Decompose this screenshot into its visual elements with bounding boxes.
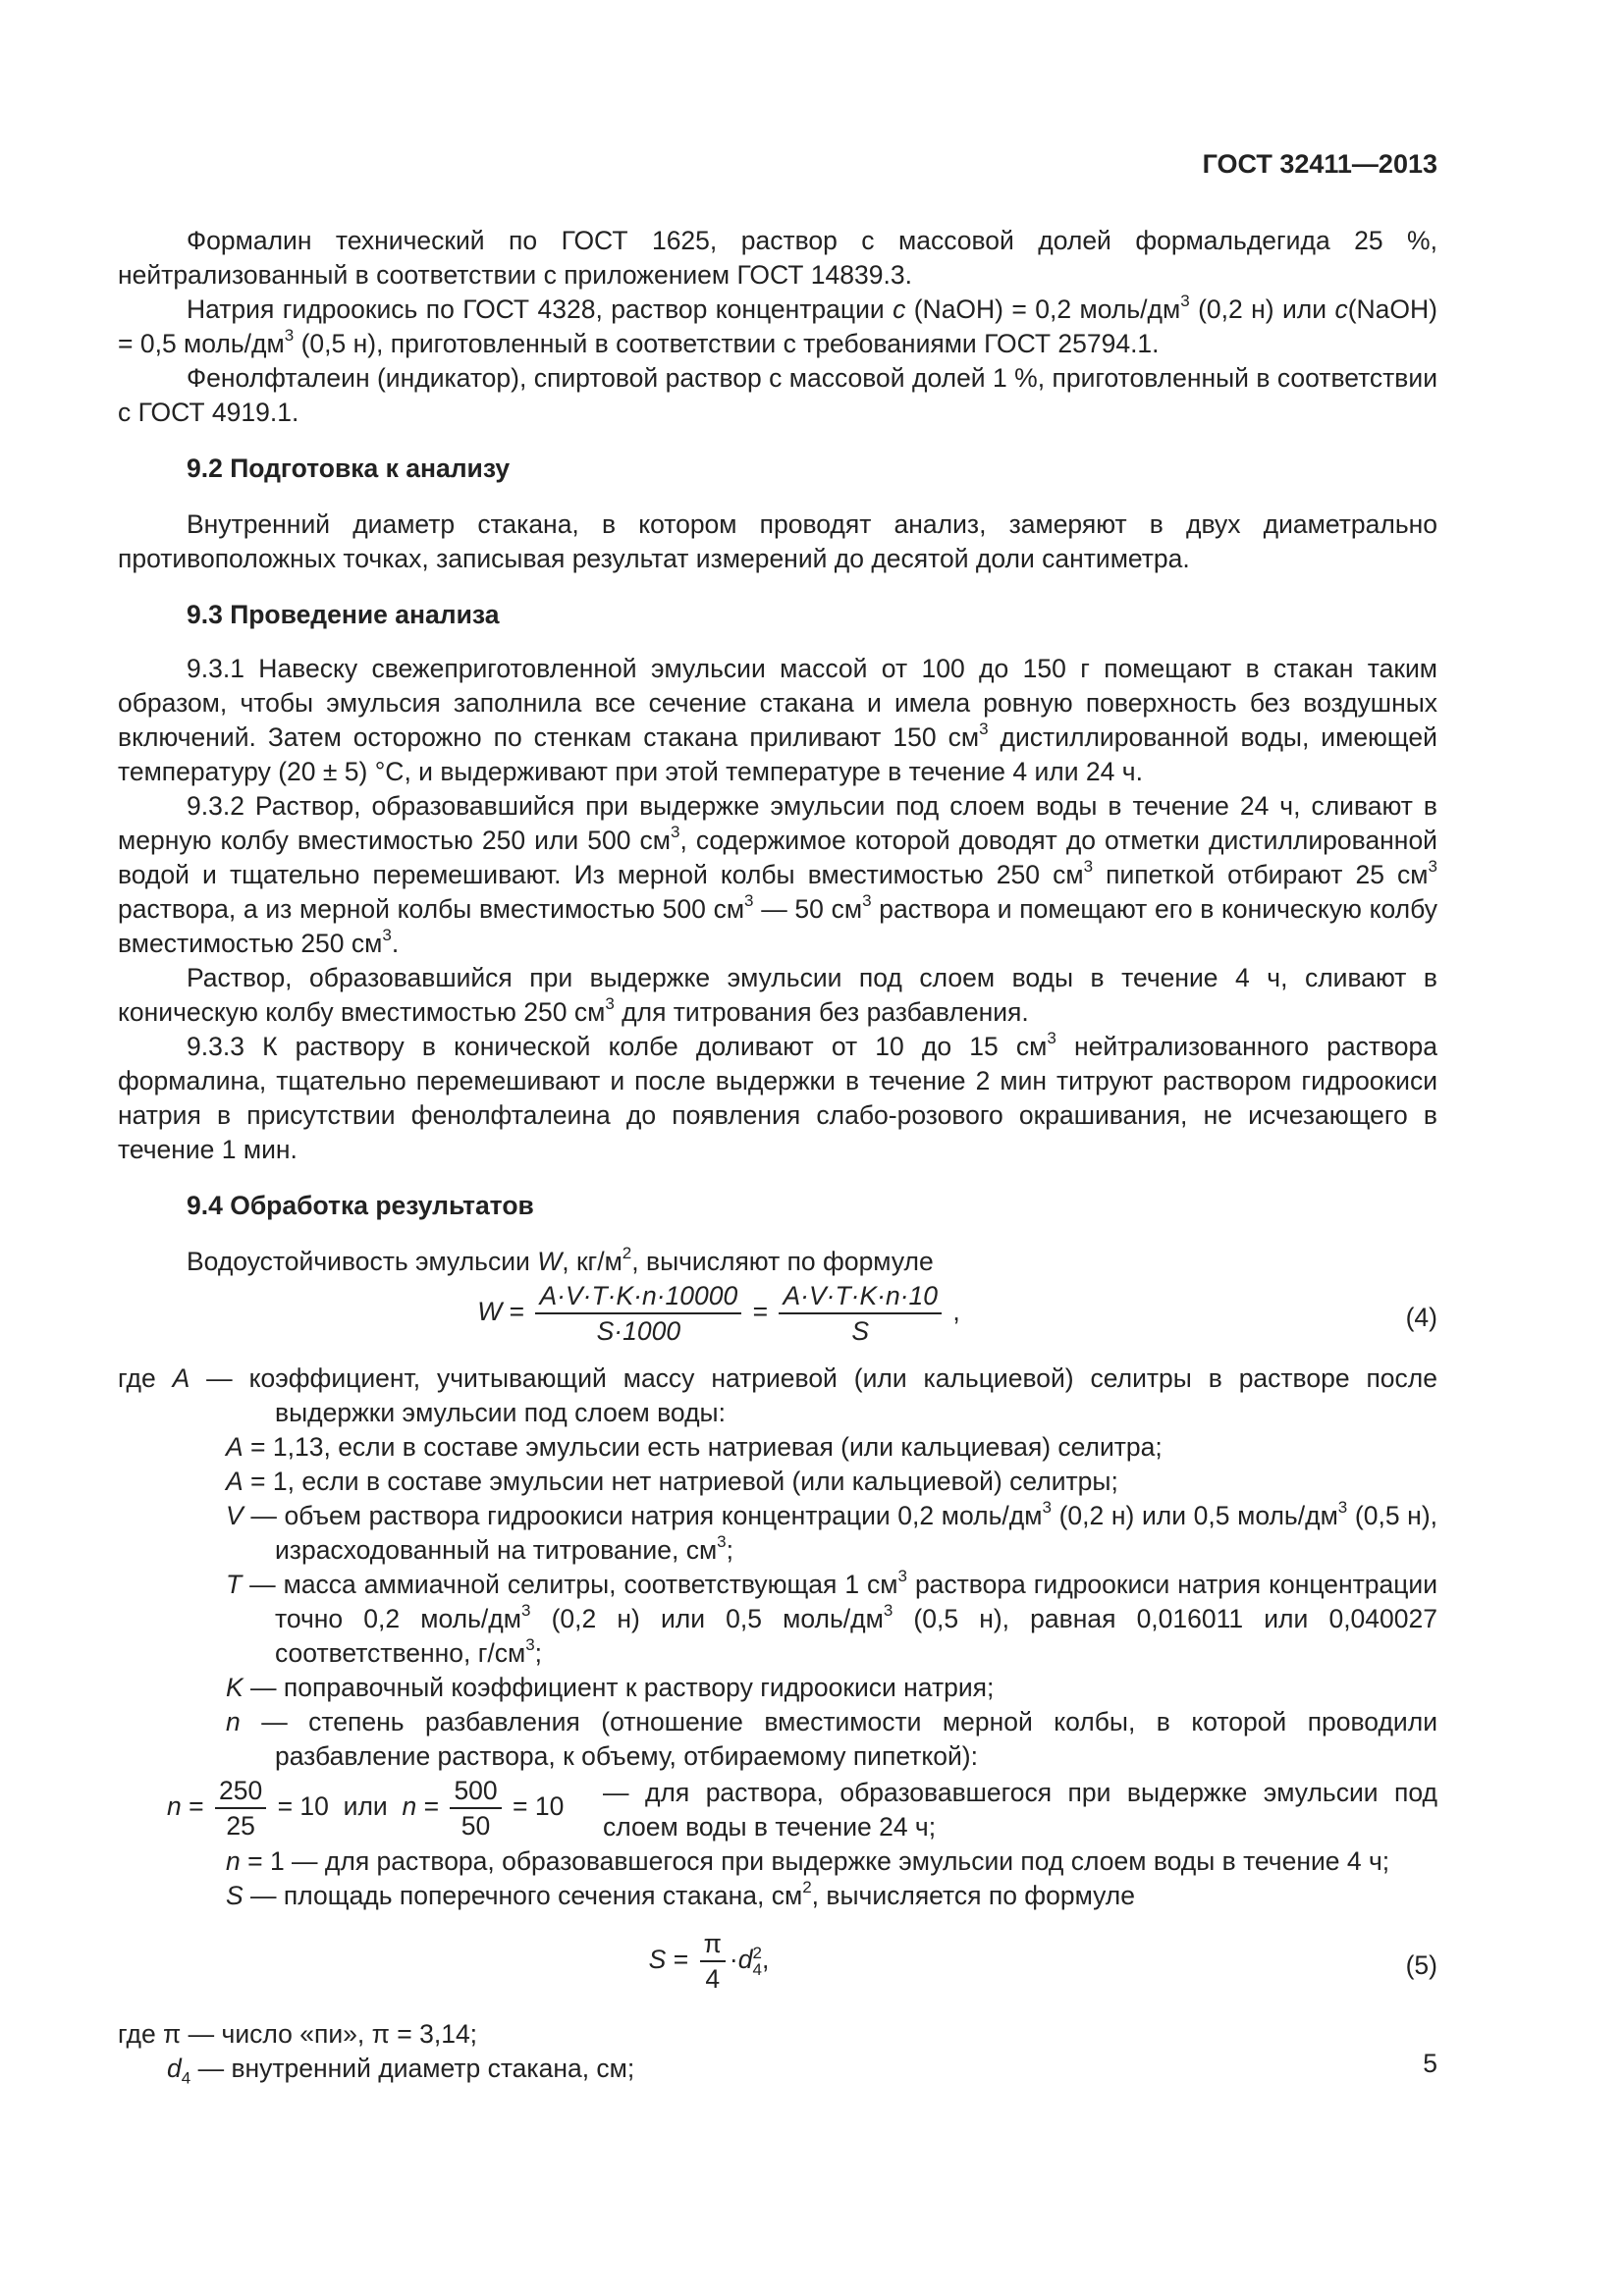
formula-5: S = $\frac{\pi}{4}$ ·d 2 4 , (5) — [648, 1929, 1437, 1994]
definition-T: T — масса аммиачной селитры, соответствующая 1 $см^3$ раствора гидроокиси натрия концентрации точно 0,2 моль/$дм^3$ (0,2 н) или 0,5 моль/$дм^3$ (0,5 н), равная 0,016011 или 0,040027 соответственно, $г/см^3$; — [226, 1567, 1437, 1668]
standard-header: ГОСТ 32411—2013 — [1202, 149, 1437, 179]
fraction-1: $\frac{A\cdot V\cdot T\cdot K\cdot n\cdot 10000}{S\cdot 1000}$ — [535, 1279, 741, 1348]
definition-A-value-1: A = 1,13, если в составе эмульсии есть натриевая (или кальциевая) селитра; — [226, 1432, 1163, 1462]
formula-4: W = $\frac{A\cdot V\cdot T\cdot K\cdot n\cdot 10000}{S\cdot 1000}$ = $\frac{A\cdot V\cdot T\cdot K\cdot n\cdot 10}{S}$ , (4) — [477, 1281, 1437, 1346]
definition-n: n — степень разбавления (отношение вместимости мерной колбы, в которой проводили разбавление раствора, к объему, отбираемому пипеткой): — [226, 1707, 1437, 1771]
definition-d4: $d_4$ — внутренний диаметр стакана, см; — [167, 2054, 635, 2088]
definitions-list — [118, 1362, 1437, 1913]
fraction-pi-4: $\frac{\pi}{4}$ — [700, 1927, 726, 1996]
dilution-formula-line: n = $\frac{250}{25}$ = 10 или n = $\frac{500}{50}$ = 10 — для раствора, образовавшегося при выдержке эмульсии под слоем воды в течение 24 ч; — [118, 1774, 1437, 1844]
paragraph-4h-solution: Раствор, образовавшийся при выдержке эмульсии под слоем воды в течение 4 ч, сливают в коническую колбу вместимостью 250 $см^3$ для титрования без разбавления. — [118, 963, 1437, 1027]
section-9-2-title: 9.2 Подготовка к анализу — [187, 454, 511, 483]
paragraph-formalin: Формалин технический по ГОСТ 1625, раствор с массовой долей формальдегида 25 %, нейтрализованный в соответствии с приложением ГОСТ 14839.3. — [118, 226, 1437, 290]
definition-V: V — объем раствора гидроокиси натрия концентрации 0,2 моль/$дм^3$ (0,2 н) или 0,5 моль/$дм^3$ (0,5 н), израсходованный на титрование, $см^3$; — [226, 1498, 1438, 1565]
equation-number-5: (5) — [1405, 1950, 1437, 1980]
paragraph-phenolphthalein: Фенолфталеин (индикатор), спиртовой раствор с массовой долей 1 %, приготовленный в соответствии с ГОСТ 4919.1. — [118, 363, 1437, 427]
definition-S: S — площадь поперечного сечения стакана, $см^2$, вычисляется по формуле — [226, 1878, 1135, 1910]
paragraph-9-3-1: 9.3.1 Навеску свежеприготовленной эмульсии массой от 100 до 150 г помещают в стакан таким образом, чтобы эмульсия заполнила все сечение стакана и имела ровную поверхность без воздушных включений. Затем осторожно по стенкам стакана приливают 150 $см^3$ дистиллированной воды, имеющей температуру (20 ± 5) °С, и выдерживают при этой температуре в течение 4 или 24 ч. — [118, 654, 1437, 786]
dilution-fraction-1: $\frac{250}{25}$ — [215, 1774, 266, 1842]
definition-pi: где π — число «пи», π = 3,14; — [118, 2019, 478, 2049]
definition-K: K — поправочный коэффициент к раствору гидроокиси натрия; — [226, 1673, 995, 1702]
dilution-24h-text: — для раствора, образовавшегося при выдержке эмульсии под слоем воды в течение 24 ч; — [603, 1778, 1437, 1842]
section-9-4-title: 9.4 Обработка результатов — [187, 1191, 534, 1220]
document-body — [118, 224, 1437, 2086]
page-number: 5 — [1423, 2049, 1437, 2078]
paragraph-9-2: Внутренний диаметр стакана, в котором проводят анализ, замеряют в двух диаметрально противоположных точках, записывая результат измерений до десятой доли сантиметра. — [118, 509, 1437, 573]
dilution-fraction-2: $\frac{500}{50}$ — [450, 1774, 501, 1842]
paragraph-naoh: Натрия гидроокись по ГОСТ 4328, раствор концентрации c (NaOH) = 0,2 моль/$дм^3$ (0,2 н) или c(NaOH) = 0,5 моль/$дм^3$ (0,5 н), приготовленный в соответствии с требованиями ГОСТ 25794.1. — [118, 292, 1437, 358]
definition-A-value-2: A = 1, если в составе эмульсии нет натриевой (или кальциевой) селитры; — [226, 1467, 1118, 1496]
fraction-2: $\frac{A\cdot V\cdot T\cdot K\cdot n\cdot 10}{S}$ — [779, 1279, 942, 1348]
definition-A: где A — коэффициент, учитывающий массу натриевой (или кальциевой) селитры в растворе после выдержки эмульсии под слоем воды: — [118, 1363, 1437, 1427]
definition-n-equals-1: n = 1 — для раствора, образовавшегося при выдержке эмульсии под слоем воды в течение 4 ч; — [226, 1846, 1390, 1876]
paragraph-water-resistance: Водоустойчивость эмульсии W, $кг/м^2$, вычисляют по формуле — [187, 1244, 934, 1276]
paragraph-9-3-2: 9.3.2 Раствор, образовавшийся при выдержке эмульсии под слоем воды в течение 24 ч, сливают в мерную колбу вместимостью 250 или 500 $см^3$, содержимое которой доводят до отметки дистиллированной водой и тщательно перемешивают. Из мерной колбы вместимостью 250 $см^3$ пипеткой отбирают 25 $см^3$ раствора, а из мерной колбы вместимостью 500 $см^3$ — 50 $см^3$ раствора и помещают его в коническую колбу вместимостью 250 $см^3$. — [118, 791, 1437, 958]
paragraph-9-3-3: 9.3.3 К раствору в конической колбе доливают от 10 до 15 $см^3$ нейтрализованного раствора формалина, тщательно перемешивают и после выдержки в течение 2 мин титруют раствором гидроокиси натрия в присутствии фенолфталеина до появления слабо-розового окрашивания, не исчезающего в течение 1 мин. — [118, 1029, 1437, 1164]
equation-number-4: (4) — [1405, 1303, 1437, 1332]
section-9-3-title: 9.3 Проведение анализа — [187, 600, 500, 629]
